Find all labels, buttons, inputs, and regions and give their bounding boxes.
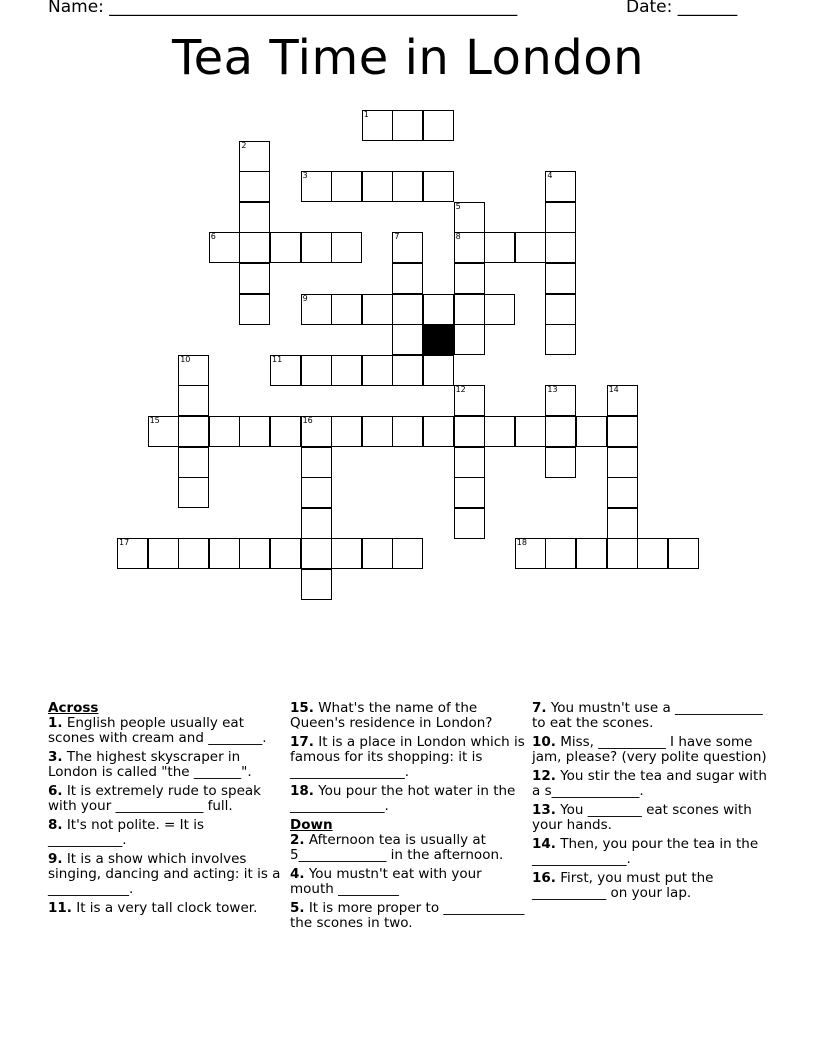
grid-cell[interactable]	[392, 355, 423, 386]
grid-cell[interactable]	[484, 416, 515, 447]
grid-cell[interactable]	[301, 294, 332, 325]
grid-cell[interactable]	[301, 171, 332, 202]
clue-number: 1.	[48, 715, 63, 731]
name-label: Name:	[48, 0, 104, 17]
grid-cell[interactable]	[545, 171, 576, 202]
cell-number: 3	[302, 171, 308, 181]
cell-number: 11	[272, 354, 283, 364]
grid-cell[interactable]	[607, 416, 638, 447]
cell-number: 18	[516, 538, 527, 548]
grid-cell[interactable]	[576, 416, 607, 447]
cell-number: 16	[302, 416, 313, 425]
cell-number: 1	[363, 110, 369, 119]
grid-cell[interactable]	[392, 110, 423, 141]
grid-cell[interactable]	[148, 416, 179, 447]
grid-cell[interactable]	[454, 202, 485, 233]
clue-text: You ________ eat scones with your hands.	[532, 802, 752, 833]
grid-cell[interactable]	[239, 141, 270, 172]
clue-text: You pour the hot water in the ______________.	[290, 783, 516, 814]
date-label: Date:	[626, 0, 673, 17]
grid-cell[interactable]	[331, 538, 362, 569]
grid-cell[interactable]	[178, 477, 209, 508]
clue-number: 16.	[532, 870, 556, 886]
grid-cell[interactable]	[239, 202, 270, 233]
clue-number: 7.	[532, 700, 547, 716]
cell-number: 12	[455, 385, 466, 395]
grid-cell[interactable]	[148, 538, 179, 569]
grid-cell[interactable]	[392, 263, 423, 294]
down-heading: Down	[290, 817, 333, 833]
grid-cell[interactable]	[484, 294, 515, 325]
clue-text: First, you must put the ___________ on your lap.	[532, 870, 714, 901]
clue-across-18	[290, 784, 526, 814]
grid-cell[interactable]	[239, 263, 270, 294]
clue-down-13	[532, 803, 768, 833]
cell-number: 6	[210, 232, 216, 242]
clue-number: 13.	[532, 802, 556, 818]
date-blank[interactable]: _______	[677, 0, 738, 17]
clue-text: English people usually eat scones with cream and ________.	[48, 715, 267, 746]
clue-text: Then, you pour the tea in the ______________.	[532, 836, 759, 867]
clue-down-7	[532, 701, 768, 731]
grid-cell[interactable]	[331, 232, 362, 263]
grid-cell[interactable]	[454, 477, 485, 508]
grid-cell[interactable]	[668, 538, 699, 569]
clue-text: It is a show which involves singing, dancing and acting: it is a ____________.	[48, 851, 281, 897]
grid-cell[interactable]	[454, 447, 485, 478]
clue-text: It's not polite. = It is ___________.	[48, 817, 204, 848]
clue-number: 10.	[532, 734, 556, 750]
clue-down-5	[290, 901, 526, 931]
clue-down-12	[532, 769, 768, 799]
clue-text: You mustn't use a _____________ to eat the scones.	[532, 700, 763, 731]
grid-cell[interactable]	[454, 232, 485, 263]
grid-cell[interactable]	[392, 538, 423, 569]
clue-number: 3.	[48, 749, 63, 765]
grid-cell[interactable]	[178, 355, 209, 386]
clue-number: 5.	[290, 900, 305, 916]
grid-cell[interactable]	[423, 110, 454, 141]
clues-column-3	[532, 701, 768, 905]
cell-number: 2	[241, 140, 247, 150]
grid-cell[interactable]	[270, 538, 301, 569]
grid-cell[interactable]	[301, 416, 332, 447]
grid-cell[interactable]	[545, 447, 576, 478]
grid-cell[interactable]	[301, 355, 332, 386]
clue-across-11	[48, 901, 284, 916]
grid-cell[interactable]	[454, 508, 485, 539]
clue-across-3	[48, 750, 284, 780]
grid-cell[interactable]	[239, 294, 270, 325]
grid-cell[interactable]	[362, 538, 393, 569]
grid-cell[interactable]	[515, 538, 546, 569]
grid-cell[interactable]	[545, 324, 576, 355]
clue-across-6	[48, 784, 284, 814]
grid-cell[interactable]	[392, 171, 423, 202]
clue-number: 17.	[290, 734, 314, 750]
grid-cell[interactable]	[239, 416, 270, 447]
grid-cell[interactable]	[301, 477, 332, 508]
grid-cell[interactable]	[178, 538, 209, 569]
clue-text: It is extremely rude to speak with your _____________ full.	[48, 783, 261, 814]
grid-cell[interactable]	[331, 355, 362, 386]
cell-number: 17	[119, 538, 130, 548]
grid-cell[interactable]	[392, 232, 423, 263]
clue-text: Afternoon tea is usually at 5_____________ in the afternoon.	[290, 832, 504, 863]
cell-number: 9	[302, 293, 308, 303]
clue-number: 2.	[290, 832, 305, 848]
grid-cell[interactable]	[484, 232, 515, 263]
clues-column-1	[48, 701, 284, 920]
black-cell	[423, 324, 454, 355]
clue-text: You mustn't eat with your mouth _________	[290, 866, 482, 897]
grid-cell[interactable]	[423, 416, 454, 447]
grid-cell[interactable]	[515, 232, 546, 263]
clue-across-9	[48, 852, 284, 897]
grid-cell[interactable]	[545, 294, 576, 325]
grid-cell[interactable]	[423, 171, 454, 202]
grid-cell[interactable]	[209, 416, 240, 447]
grid-cell[interactable]	[270, 355, 301, 386]
grid-cell[interactable]	[607, 508, 638, 539]
grid-cell[interactable]	[423, 355, 454, 386]
cell-number: 7	[394, 232, 400, 242]
grid-cell[interactable]	[239, 538, 270, 569]
grid-cell[interactable]	[392, 294, 423, 325]
name-blank[interactable]: ________________________________________________	[109, 0, 518, 17]
grid-cell[interactable]	[454, 324, 485, 355]
clue-number: 9.	[48, 851, 63, 867]
grid-cell[interactable]	[545, 232, 576, 263]
grid-cell[interactable]	[607, 385, 638, 416]
clue-across-15	[290, 701, 526, 731]
clue-number: 14.	[532, 836, 556, 852]
grid-cell[interactable]	[392, 324, 423, 355]
clue-number: 4.	[290, 866, 305, 882]
grid-cell[interactable]	[607, 447, 638, 478]
grid-cell[interactable]	[454, 416, 485, 447]
grid-cell[interactable]	[545, 416, 576, 447]
grid-cell[interactable]	[545, 202, 576, 233]
grid-cell[interactable]	[454, 385, 485, 416]
grid-cell[interactable]	[178, 385, 209, 416]
grid-cell[interactable]	[637, 538, 668, 569]
grid-cell[interactable]	[209, 538, 240, 569]
grid-cell[interactable]	[515, 416, 546, 447]
clue-text: It is a place in London which is famous for its shopping: it is _________________.	[290, 734, 525, 780]
clue-text: The highest skyscraper in London is called "the _______".	[48, 749, 252, 780]
grid-cell[interactable]	[576, 538, 607, 569]
clue-down-2	[290, 833, 526, 863]
grid-cell[interactable]	[270, 232, 301, 263]
grid-cell[interactable]	[545, 263, 576, 294]
across-heading: Across	[48, 700, 99, 716]
grid-cell[interactable]	[209, 232, 240, 263]
clue-text: It is more proper to ____________ the scones in two.	[290, 900, 525, 931]
cell-number: 14	[608, 385, 619, 395]
clue-across-8	[48, 818, 284, 848]
grid-cell[interactable]	[392, 416, 423, 447]
clue-text: It is a very tall clock tower.	[71, 900, 258, 916]
clue-down-16	[532, 871, 768, 901]
clue-number: 6.	[48, 783, 63, 799]
grid-cell[interactable]	[239, 171, 270, 202]
clues-column-2	[290, 701, 526, 935]
clue-down-14	[532, 837, 768, 867]
cell-number: 4	[547, 171, 553, 181]
clue-text: Miss, __________ I have some jam, please? (very polite question)	[532, 734, 767, 765]
grid-cell[interactable]	[178, 416, 209, 447]
grid-cell[interactable]	[545, 538, 576, 569]
grid-cell[interactable]	[331, 171, 362, 202]
page-title: Tea Time in London	[171, 30, 645, 86]
clue-across-17	[290, 735, 526, 780]
grid-cell[interactable]	[545, 385, 576, 416]
clue-number: 18.	[290, 783, 314, 799]
clue-down-10	[532, 735, 768, 765]
grid-cell[interactable]	[301, 232, 332, 263]
grid-cell[interactable]	[301, 569, 332, 600]
grid-cell[interactable]	[331, 294, 362, 325]
grid-cell[interactable]	[454, 263, 485, 294]
clue-text: What's the name of the Queen's residence in London?	[290, 700, 493, 731]
grid-cell[interactable]	[423, 294, 454, 325]
grid-cell[interactable]	[301, 538, 332, 569]
grid-cell[interactable]	[362, 110, 393, 141]
grid-cell[interactable]	[454, 294, 485, 325]
grid-cell[interactable]	[270, 416, 301, 447]
clue-number: 12.	[532, 768, 556, 784]
grid-cell[interactable]	[301, 447, 332, 478]
clue-number: 8.	[48, 817, 63, 833]
grid-cell[interactable]	[362, 416, 393, 447]
grid-cell[interactable]	[331, 416, 362, 447]
grid-cell[interactable]	[362, 355, 393, 386]
grid-cell[interactable]	[178, 447, 209, 478]
clue-across-1	[48, 716, 284, 746]
clue-text: You stir the tea and sugar with a s_____________.	[532, 768, 767, 799]
grid-cell[interactable]	[607, 477, 638, 508]
clue-number: 15.	[290, 700, 314, 716]
grid-cell[interactable]	[362, 294, 393, 325]
grid-cell[interactable]	[607, 538, 638, 569]
cell-number: 13	[547, 385, 558, 395]
grid-cell[interactable]	[301, 508, 332, 539]
cell-number: 5	[455, 201, 461, 211]
grid-cell[interactable]	[117, 538, 148, 569]
grid-cell[interactable]	[239, 232, 270, 263]
clue-down-4	[290, 867, 526, 897]
cell-number: 8	[455, 232, 461, 242]
clue-number: 11.	[48, 900, 72, 916]
grid-cell[interactable]	[362, 171, 393, 202]
cell-number: 15	[149, 416, 160, 425]
cell-number: 10	[180, 354, 191, 364]
